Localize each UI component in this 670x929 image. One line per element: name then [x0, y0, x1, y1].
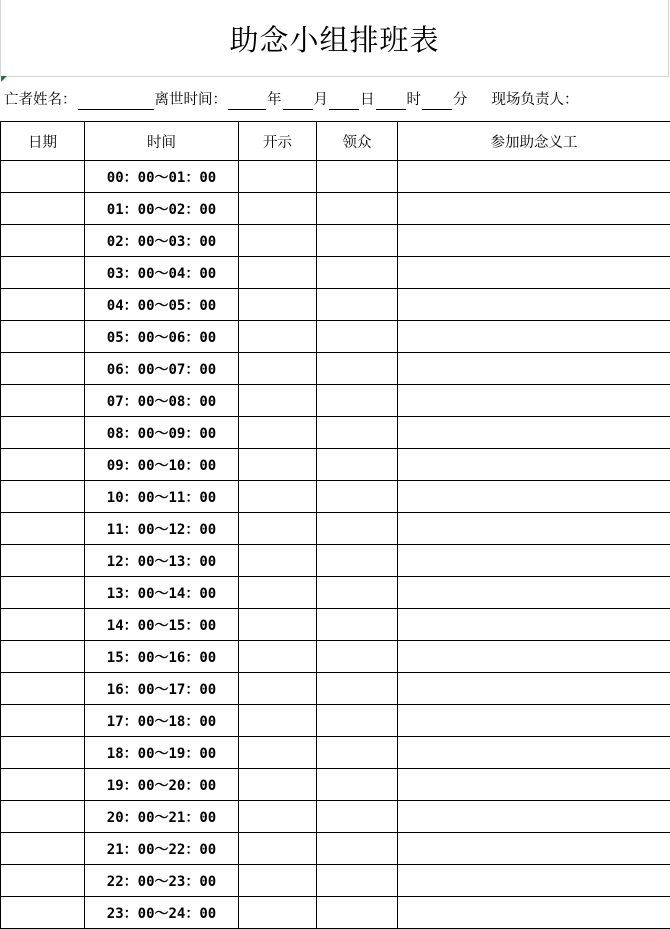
time-cell: 18：00～19：00 [85, 737, 239, 769]
table-row [1, 289, 670, 321]
table-row [1, 609, 670, 641]
leader-cell[interactable] [317, 577, 398, 609]
time-cell: 09：00～10：00 [85, 449, 239, 481]
date-cell[interactable] [1, 353, 85, 385]
leader-cell[interactable] [317, 289, 398, 321]
date-cell[interactable] [1, 577, 85, 609]
month-field[interactable] [283, 94, 313, 110]
table-row [1, 737, 670, 769]
date-cell[interactable] [1, 673, 85, 705]
time-cell: 02：00～03：00 [85, 225, 239, 257]
leader-cell[interactable] [317, 417, 398, 449]
time-cell: 06：00～07：00 [85, 353, 239, 385]
time-cell: 03：00～04：00 [85, 257, 239, 289]
time-cell: 11：00～12：00 [85, 513, 239, 545]
date-cell[interactable] [1, 513, 85, 545]
opening-cell[interactable] [239, 513, 317, 545]
month-label: 月 [313, 92, 328, 108]
volunteers-cell[interactable] [398, 769, 670, 801]
table-row [1, 321, 670, 353]
opening-cell[interactable] [239, 321, 317, 353]
opening-cell[interactable] [239, 737, 317, 769]
table-row [1, 385, 670, 417]
time-cell: 04：00～05：00 [85, 289, 239, 321]
opening-cell[interactable] [239, 897, 317, 929]
time-cell: 16：00～17：00 [85, 673, 239, 705]
time-cell: 01：00～02：00 [85, 193, 239, 225]
opening-cell[interactable] [239, 609, 317, 641]
date-cell[interactable] [1, 417, 85, 449]
opening-cell[interactable] [239, 769, 317, 801]
table-row [1, 417, 670, 449]
responsible-person-label: 现场负责人： [491, 92, 579, 108]
opening-cell[interactable] [239, 833, 317, 865]
volunteers-cell[interactable] [398, 417, 670, 449]
leader-cell[interactable] [317, 769, 398, 801]
volunteers-cell[interactable] [398, 225, 670, 257]
leader-cell[interactable] [317, 353, 398, 385]
date-cell[interactable] [1, 385, 85, 417]
opening-cell[interactable] [239, 385, 317, 417]
time-cell: 13：00～14：00 [85, 577, 239, 609]
table-row [1, 353, 670, 385]
volunteers-cell[interactable] [398, 609, 670, 641]
volunteers-cell[interactable] [398, 833, 670, 865]
leader-cell[interactable] [317, 481, 398, 513]
table-row [1, 481, 670, 513]
leader-cell[interactable] [317, 193, 398, 225]
opening-cell[interactable] [239, 801, 317, 833]
time-cell: 17：00～18：00 [85, 705, 239, 737]
table-row [1, 897, 670, 929]
leader-cell[interactable] [317, 641, 398, 673]
date-cell[interactable] [1, 545, 85, 577]
date-cell[interactable] [1, 161, 85, 193]
volunteers-cell[interactable] [398, 289, 670, 321]
opening-cell[interactable] [239, 641, 317, 673]
volunteers-cell[interactable] [398, 865, 670, 897]
page-title: 助念小组排班表 [229, 23, 440, 57]
table-row [1, 673, 670, 705]
volunteers-cell[interactable] [398, 801, 670, 833]
header-opening: 开示 [239, 122, 317, 161]
minute-field[interactable] [422, 94, 452, 110]
time-cell: 19：00～20：00 [85, 769, 239, 801]
date-cell[interactable] [1, 257, 85, 289]
date-cell[interactable] [1, 225, 85, 257]
time-cell: 08：00～09：00 [85, 417, 239, 449]
volunteers-cell[interactable] [398, 321, 670, 353]
volunteers-cell[interactable] [398, 353, 670, 385]
volunteers-cell[interactable] [398, 449, 670, 481]
volunteers-cell[interactable] [398, 193, 670, 225]
schedule-body [1, 161, 670, 929]
time-cell: 05：00～06：00 [85, 321, 239, 353]
table-row [1, 161, 670, 193]
date-cell[interactable] [1, 609, 85, 641]
time-cell: 10：00～11：00 [85, 481, 239, 513]
opening-cell[interactable] [239, 481, 317, 513]
volunteers-cell[interactable] [398, 385, 670, 417]
deceased-name-label: 亡者姓名： [4, 92, 77, 108]
date-cell[interactable] [1, 449, 85, 481]
leader-cell[interactable] [317, 257, 398, 289]
volunteers-cell[interactable] [398, 513, 670, 545]
leader-cell[interactable] [317, 225, 398, 257]
date-cell[interactable] [1, 705, 85, 737]
year-label: 年 [267, 92, 282, 108]
time-cell: 20：00～21：00 [85, 801, 239, 833]
deceased-name-field[interactable] [78, 94, 154, 110]
date-cell[interactable] [1, 737, 85, 769]
leader-cell[interactable] [317, 385, 398, 417]
volunteers-cell[interactable] [398, 705, 670, 737]
volunteers-cell[interactable] [398, 897, 670, 929]
time-cell: 15：00～16：00 [85, 641, 239, 673]
time-cell: 12：00～13：00 [85, 545, 239, 577]
title-band [0, 0, 669, 77]
table-row [1, 769, 670, 801]
leader-cell[interactable] [317, 321, 398, 353]
time-cell: 14：00～15：00 [85, 609, 239, 641]
day-field[interactable] [329, 94, 359, 110]
table-row [1, 225, 670, 257]
table-row [1, 865, 670, 897]
leader-cell[interactable] [317, 609, 398, 641]
opening-cell[interactable] [239, 577, 317, 609]
leader-cell[interactable] [317, 673, 398, 705]
volunteers-cell[interactable] [398, 641, 670, 673]
volunteers-cell[interactable] [398, 161, 670, 193]
time-cell: 00：00～01：00 [85, 161, 239, 193]
leader-cell[interactable] [317, 801, 398, 833]
opening-cell[interactable] [239, 417, 317, 449]
opening-cell[interactable] [239, 705, 317, 737]
leader-cell[interactable] [317, 705, 398, 737]
date-cell[interactable] [1, 801, 85, 833]
hour-field[interactable] [376, 94, 406, 110]
volunteers-cell[interactable] [398, 257, 670, 289]
opening-cell[interactable] [239, 449, 317, 481]
table-row [1, 705, 670, 737]
time-cell: 23：00～24：00 [85, 897, 239, 929]
date-cell[interactable] [1, 193, 85, 225]
date-cell[interactable] [1, 289, 85, 321]
opening-cell[interactable] [239, 225, 317, 257]
table-row [1, 833, 670, 865]
opening-cell[interactable] [239, 161, 317, 193]
volunteers-cell[interactable] [398, 577, 670, 609]
volunteers-cell[interactable] [398, 545, 670, 577]
header-leader: 领众 [317, 122, 398, 161]
volunteers-cell[interactable] [398, 673, 670, 705]
leader-cell[interactable] [317, 161, 398, 193]
volunteers-cell[interactable] [398, 481, 670, 513]
time-cell: 22：00～23：00 [85, 865, 239, 897]
leader-cell[interactable] [317, 833, 398, 865]
table-header-row [1, 122, 670, 161]
date-cell[interactable] [1, 641, 85, 673]
table-row [1, 577, 670, 609]
header-date: 日期 [1, 122, 85, 161]
leader-cell[interactable] [317, 449, 398, 481]
opening-cell[interactable] [239, 353, 317, 385]
hour-label: 时 [406, 92, 421, 108]
leader-cell[interactable] [317, 897, 398, 929]
year-field[interactable] [228, 94, 266, 110]
leader-cell[interactable] [317, 545, 398, 577]
time-cell: 07：00～08：00 [85, 385, 239, 417]
date-cell[interactable] [1, 833, 85, 865]
table-row [1, 449, 670, 481]
minute-label: 分 [453, 92, 468, 108]
date-cell[interactable] [1, 769, 85, 801]
leader-cell[interactable] [317, 865, 398, 897]
header-time: 时间 [85, 122, 239, 161]
opening-cell[interactable] [239, 289, 317, 321]
day-label: 日 [360, 92, 375, 108]
opening-cell[interactable] [239, 673, 317, 705]
table-row [1, 193, 670, 225]
date-cell[interactable] [1, 865, 85, 897]
table-row [1, 257, 670, 289]
opening-cell[interactable] [239, 545, 317, 577]
info-row [4, 90, 579, 110]
leader-cell[interactable] [317, 737, 398, 769]
date-cell[interactable] [1, 481, 85, 513]
time-cell: 21：00～22：00 [85, 833, 239, 865]
date-cell[interactable] [1, 321, 85, 353]
date-cell[interactable] [1, 897, 85, 929]
table-row [1, 641, 670, 673]
opening-cell[interactable] [239, 865, 317, 897]
volunteers-cell[interactable] [398, 737, 670, 769]
header-volunteers: 参加助念义工 [398, 122, 670, 161]
table-row [1, 801, 670, 833]
table-row [1, 513, 670, 545]
table-row [1, 545, 670, 577]
opening-cell[interactable] [239, 257, 317, 289]
leader-cell[interactable] [317, 513, 398, 545]
opening-cell[interactable] [239, 193, 317, 225]
schedule-table [0, 121, 670, 929]
passing-time-label: 离世时间： [154, 92, 227, 108]
cell-comment-marker [1, 76, 7, 82]
